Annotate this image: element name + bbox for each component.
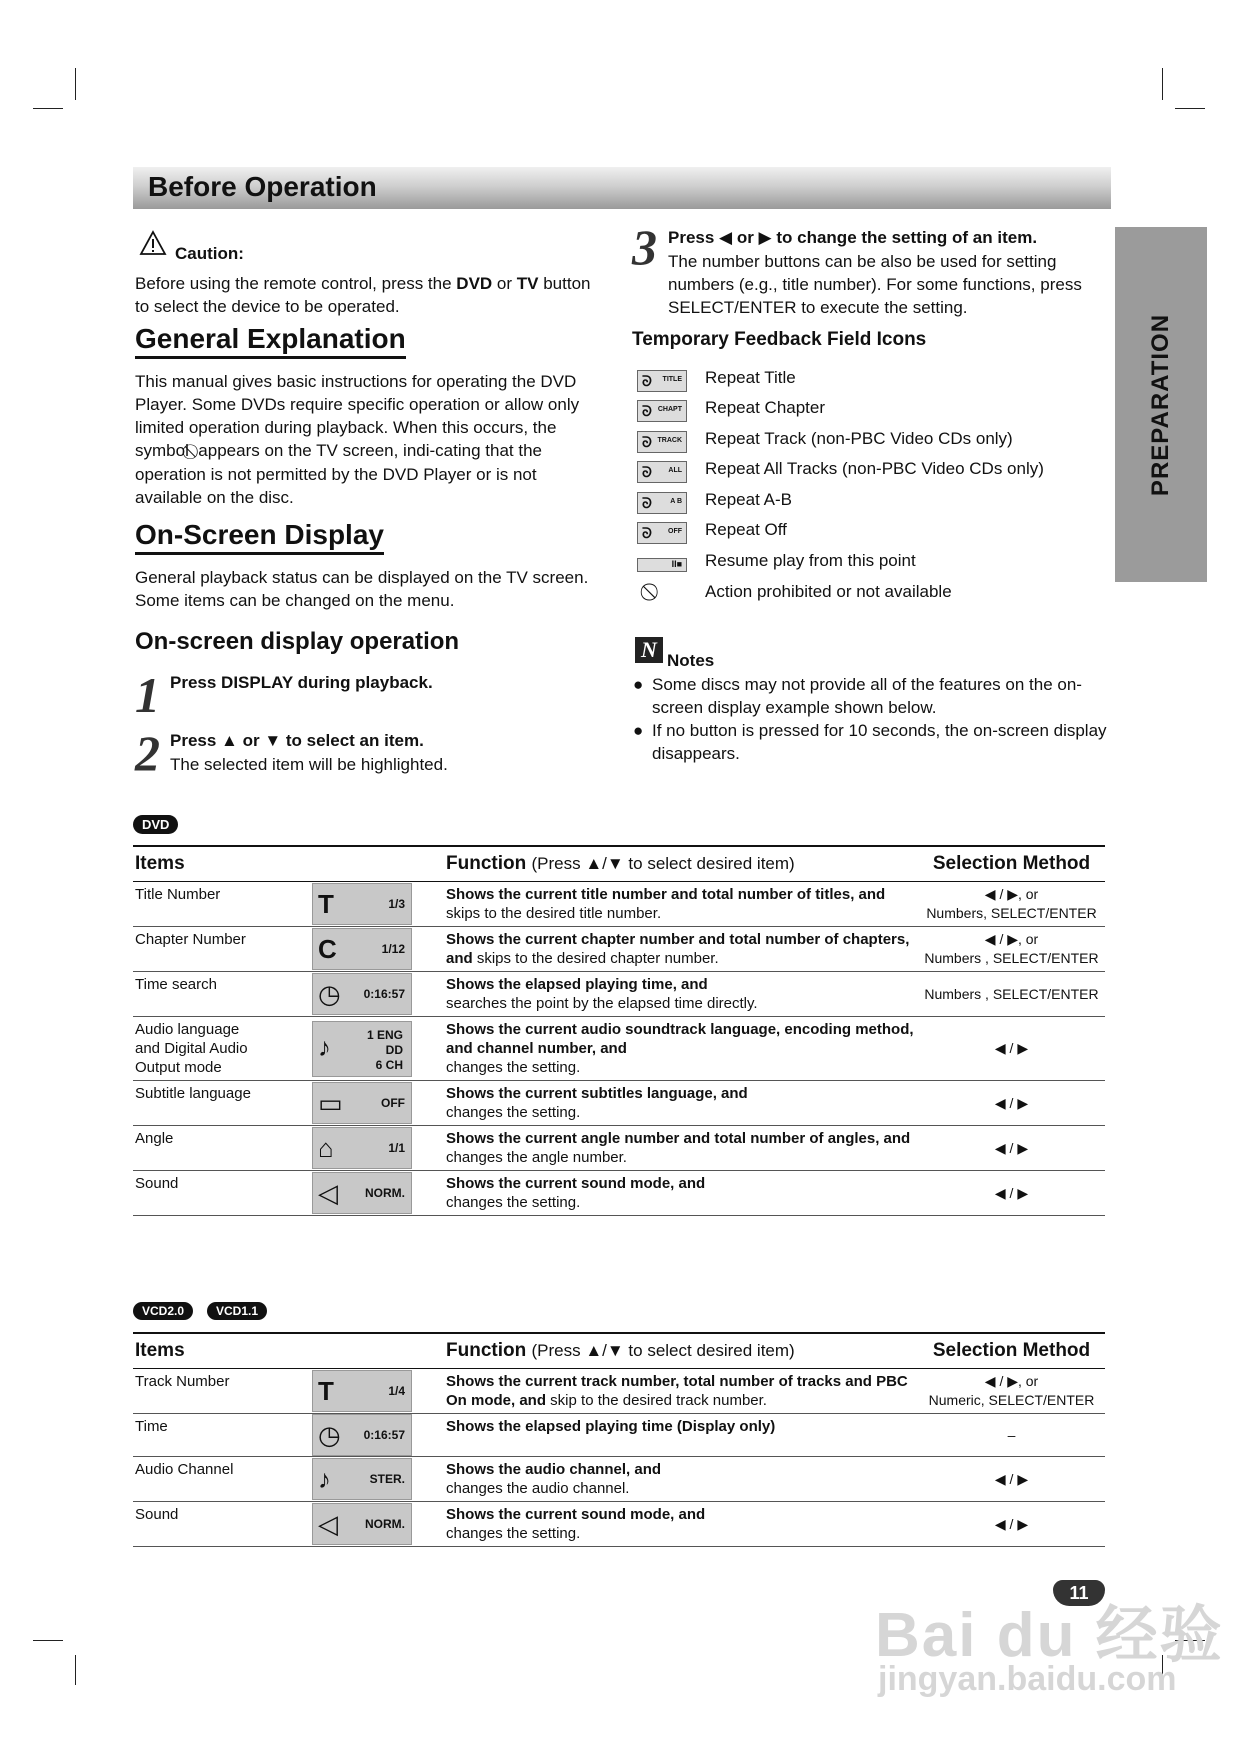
row-item: Subtitle language [133, 1081, 312, 1126]
caution-block [135, 230, 605, 318]
note-item: ● Some discs may not provide all of the features on the on-screen display example shown below. [633, 675, 1082, 717]
step-1-number: 1 [135, 667, 160, 723]
table-row [133, 1171, 1105, 1216]
osd-heading: On-Screen Display [135, 519, 384, 555]
clock-icon: ◷ [318, 979, 341, 1009]
repeat-ab-icon: ᘐ A B [637, 492, 687, 514]
row-item: Time [133, 1414, 312, 1457]
table-row [133, 927, 1105, 972]
table-row [133, 1017, 1105, 1081]
angle-display: ⌂ 1/1 [312, 1127, 412, 1169]
row-item: Audio Channel [133, 1457, 312, 1502]
caution-dvd: DVD [456, 274, 493, 293]
col-method: Selection Method [918, 846, 1105, 882]
repeat-all-icon: ᘐ ALL [637, 461, 687, 483]
col-items: Items [133, 1333, 412, 1369]
audio-display: ♪ 1 ENG DD 6 CH [312, 1021, 412, 1077]
feedback-item [637, 368, 1117, 394]
crop-mark [75, 68, 76, 100]
general-text [135, 370, 595, 509]
crop-mark [33, 108, 63, 109]
caution-text [135, 272, 605, 318]
table-row [133, 972, 1105, 1017]
warning-icon [139, 230, 167, 256]
row-function: Shows the current sound mode, and changes the setting. [412, 1171, 918, 1216]
row-function: Shows the current track number, total number of tracks and PBC On mode, and skip to the desired track number. [412, 1369, 918, 1414]
dvd-table [133, 845, 1105, 1216]
row-method: Numbers , SELECT/ENTER [918, 972, 1105, 1017]
step-2-text: The selected item will be highlighted. [170, 755, 448, 774]
row-item: Track Number [133, 1369, 312, 1414]
vcd2-tag: VCD2.0 [133, 1302, 193, 1320]
feedback-item [637, 582, 1117, 608]
osd-text: General playback status can be displayed on the TV screen. Some items can be changed on the menu. [135, 568, 589, 610]
watermark-brand: Bai du 经验 [875, 1601, 1224, 1670]
notes-icon: N [635, 637, 663, 663]
time-display: ◷ 0:16:57 [312, 1414, 412, 1456]
osd-subheading: On-screen display operation [135, 628, 460, 655]
note-item: ● If no button is pressed for 10 seconds, the on-screen display disappears. [633, 721, 1107, 763]
row-item: Title Number [133, 882, 312, 927]
audio-icon: ♪ [318, 1031, 331, 1062]
caution-text-b: or [492, 274, 517, 293]
row-method: ◀ / ▶ [918, 1081, 1105, 1126]
crop-mark [1175, 108, 1205, 109]
caution-title: Caution: [175, 244, 244, 263]
row-item: Chapter Number [133, 927, 312, 972]
repeat-title-icon: ᘐ TITLE [637, 370, 687, 392]
track-display: T 1/4 [312, 1370, 412, 1412]
page-number: 11 [1053, 1580, 1105, 1606]
table-row [133, 1126, 1105, 1171]
general-text-a: This manual gives basic instructions for operating the DVD Player. Some DVDs require specific operation or allow only limited operation during playback. When this occurs, the symbol [135, 372, 580, 460]
title-icon: T [318, 889, 334, 919]
caution-tv: TV [516, 274, 539, 293]
feedback-label: Repeat Chapter [705, 398, 826, 417]
table-row [133, 1502, 1105, 1547]
table-row [133, 882, 1105, 927]
sound-display: ◁ NORM. [312, 1503, 412, 1545]
row-method: ◀ / ▶, or Numeric, SELECT/ENTER [918, 1369, 1105, 1414]
table-row [133, 1414, 1105, 1457]
general-text-b: appears on the TV screen, indi-cating that the operation is not permitted by the DVD Player or is not available on the disc. [135, 441, 542, 507]
side-tab [1115, 227, 1207, 582]
resume-icon: II■ [637, 558, 687, 572]
row-item: Time search [133, 972, 312, 1017]
notes-title: Notes [667, 651, 715, 670]
col-function: Function (Press ▲/▼ to select desired item) [412, 846, 918, 882]
feedback-item [637, 490, 1117, 516]
notes-list [633, 673, 1108, 765]
watermark-url: jingyan.baidu.com [878, 1660, 1177, 1698]
subtitle-icon: ▭ [318, 1088, 343, 1118]
row-function: Shows the current angle number and total number of angles, and changes the angle number. [412, 1126, 918, 1171]
row-item: Audio language and Digital Audio Output mode [133, 1017, 312, 1081]
row-method: ◀ / ▶ [918, 1171, 1105, 1216]
row-function: Shows the elapsed playing time, and searches the point by the elapsed time directly. [412, 972, 918, 1017]
crop-mark [33, 1640, 63, 1641]
row-method: ◀ / ▶, or Numbers , SELECT/ENTER [918, 927, 1105, 972]
sound-display: ◁ NORM. [312, 1172, 412, 1214]
repeat-off-icon: ᘐ OFF [637, 522, 687, 544]
feedback-label: Action prohibited or not available [705, 582, 952, 601]
step-3-bold: Press ◀ or ▶ to change the setting of an item. [668, 228, 1038, 247]
step-3-text: The number buttons can be also be used for setting numbers (e.g., title number). For some functions, press SELECT/ENTER to execute the setting. [668, 252, 1082, 317]
chapter-display: C 1/12 [312, 928, 412, 970]
row-method: ◀ / ▶ [918, 1502, 1105, 1547]
step-2-bold: Press ▲ or ▼ to select an item. [170, 731, 424, 750]
row-method: – [918, 1414, 1105, 1457]
osd-heading-wrap [135, 519, 384, 551]
row-function: Shows the current chapter number and total number of chapters, and skips to the desired chapter number. [412, 927, 918, 972]
crop-mark [75, 1655, 76, 1685]
repeat-track-icon: ᘐ TRACK [637, 431, 687, 453]
caution-text-a: Before using the remote control, press the [135, 274, 457, 293]
feedback-label: Resume play from this point [705, 551, 916, 570]
time-display: ◷ 0:16:57 [312, 973, 412, 1015]
vcd-table [133, 1332, 1105, 1547]
general-heading: General Explanation [135, 323, 406, 359]
col-function: Function (Press ▲/▼ to select desired item) [412, 1333, 918, 1369]
row-function: Shows the elapsed playing time (Display only) [412, 1414, 918, 1457]
section-header-bar [133, 167, 1111, 209]
feedback-item [637, 429, 1117, 455]
feedback-item [637, 551, 1117, 577]
speaker-icon: ◁ [318, 1509, 338, 1539]
feedback-label: Repeat Off [705, 520, 787, 539]
step-2-number: 2 [135, 725, 160, 781]
feedback-title: Temporary Feedback Field Icons [632, 329, 927, 350]
step-1-bold: Press DISPLAY during playback. [170, 673, 433, 692]
feedback-label: Repeat A-B [705, 490, 792, 509]
general-heading-wrap [135, 323, 406, 355]
crop-mark [1162, 68, 1163, 100]
subtitle-display: ▭ OFF [312, 1082, 412, 1124]
vcd1-tag: VCD1.1 [207, 1302, 267, 1320]
camera-icon: ⌂ [318, 1133, 334, 1163]
row-item: Sound [133, 1171, 312, 1216]
table-row [133, 1369, 1105, 1414]
clock-icon: ◷ [318, 1420, 341, 1450]
side-tab-label: PREPARATION [1147, 313, 1174, 496]
table-row [133, 1081, 1105, 1126]
table-row [133, 1457, 1105, 1502]
audio-channel-display: ♪ STER. [312, 1458, 412, 1500]
row-function: Shows the current sound mode, and changes the setting. [412, 1502, 918, 1547]
caution-text-c: button to select the device to be operated. [135, 274, 591, 316]
col-items: Items [133, 846, 412, 882]
row-function: Shows the current audio soundtrack language, encoding method, and channel number, and changes the setting. [412, 1017, 918, 1081]
row-item: Angle [133, 1126, 312, 1171]
title-display: T 1/3 [312, 883, 412, 925]
row-method: ◀ / ▶, or Numbers, SELECT/ENTER [918, 882, 1105, 927]
feedback-item [637, 459, 1117, 485]
chapter-icon: C [318, 934, 337, 964]
feedback-item [637, 520, 1117, 546]
row-method: ◀ / ▶ [918, 1457, 1105, 1502]
feedback-item [637, 398, 1117, 424]
row-item: Sound [133, 1502, 312, 1547]
page-title: Before Operation [148, 171, 377, 202]
dvd-tag: DVD [133, 815, 178, 834]
row-function: Shows the audio channel, and changes the audio channel. [412, 1457, 918, 1502]
feedback-label: Repeat Track (non-PBC Video CDs only) [705, 429, 1013, 448]
feedback-label: Repeat Title [705, 368, 796, 387]
feedback-label: Repeat All Tracks (non-PBC Video CDs only) [705, 459, 1044, 478]
col-method: Selection Method [918, 1333, 1105, 1369]
row-function: Shows the current subtitles language, and changes the setting. [412, 1081, 918, 1126]
audio-icon: ♪ [318, 1464, 331, 1494]
row-method: ◀ / ▶ [918, 1126, 1105, 1171]
row-function: Shows the current title number and total number of titles, and skips to the desired title number. [412, 882, 918, 927]
repeat-chapter-icon: ᘐ CHAPT [637, 400, 687, 422]
track-icon: T [318, 1376, 334, 1406]
row-method: ◀ / ▶ [918, 1017, 1105, 1081]
step-3-number: 3 [632, 219, 657, 275]
speaker-icon: ◁ [318, 1178, 338, 1208]
